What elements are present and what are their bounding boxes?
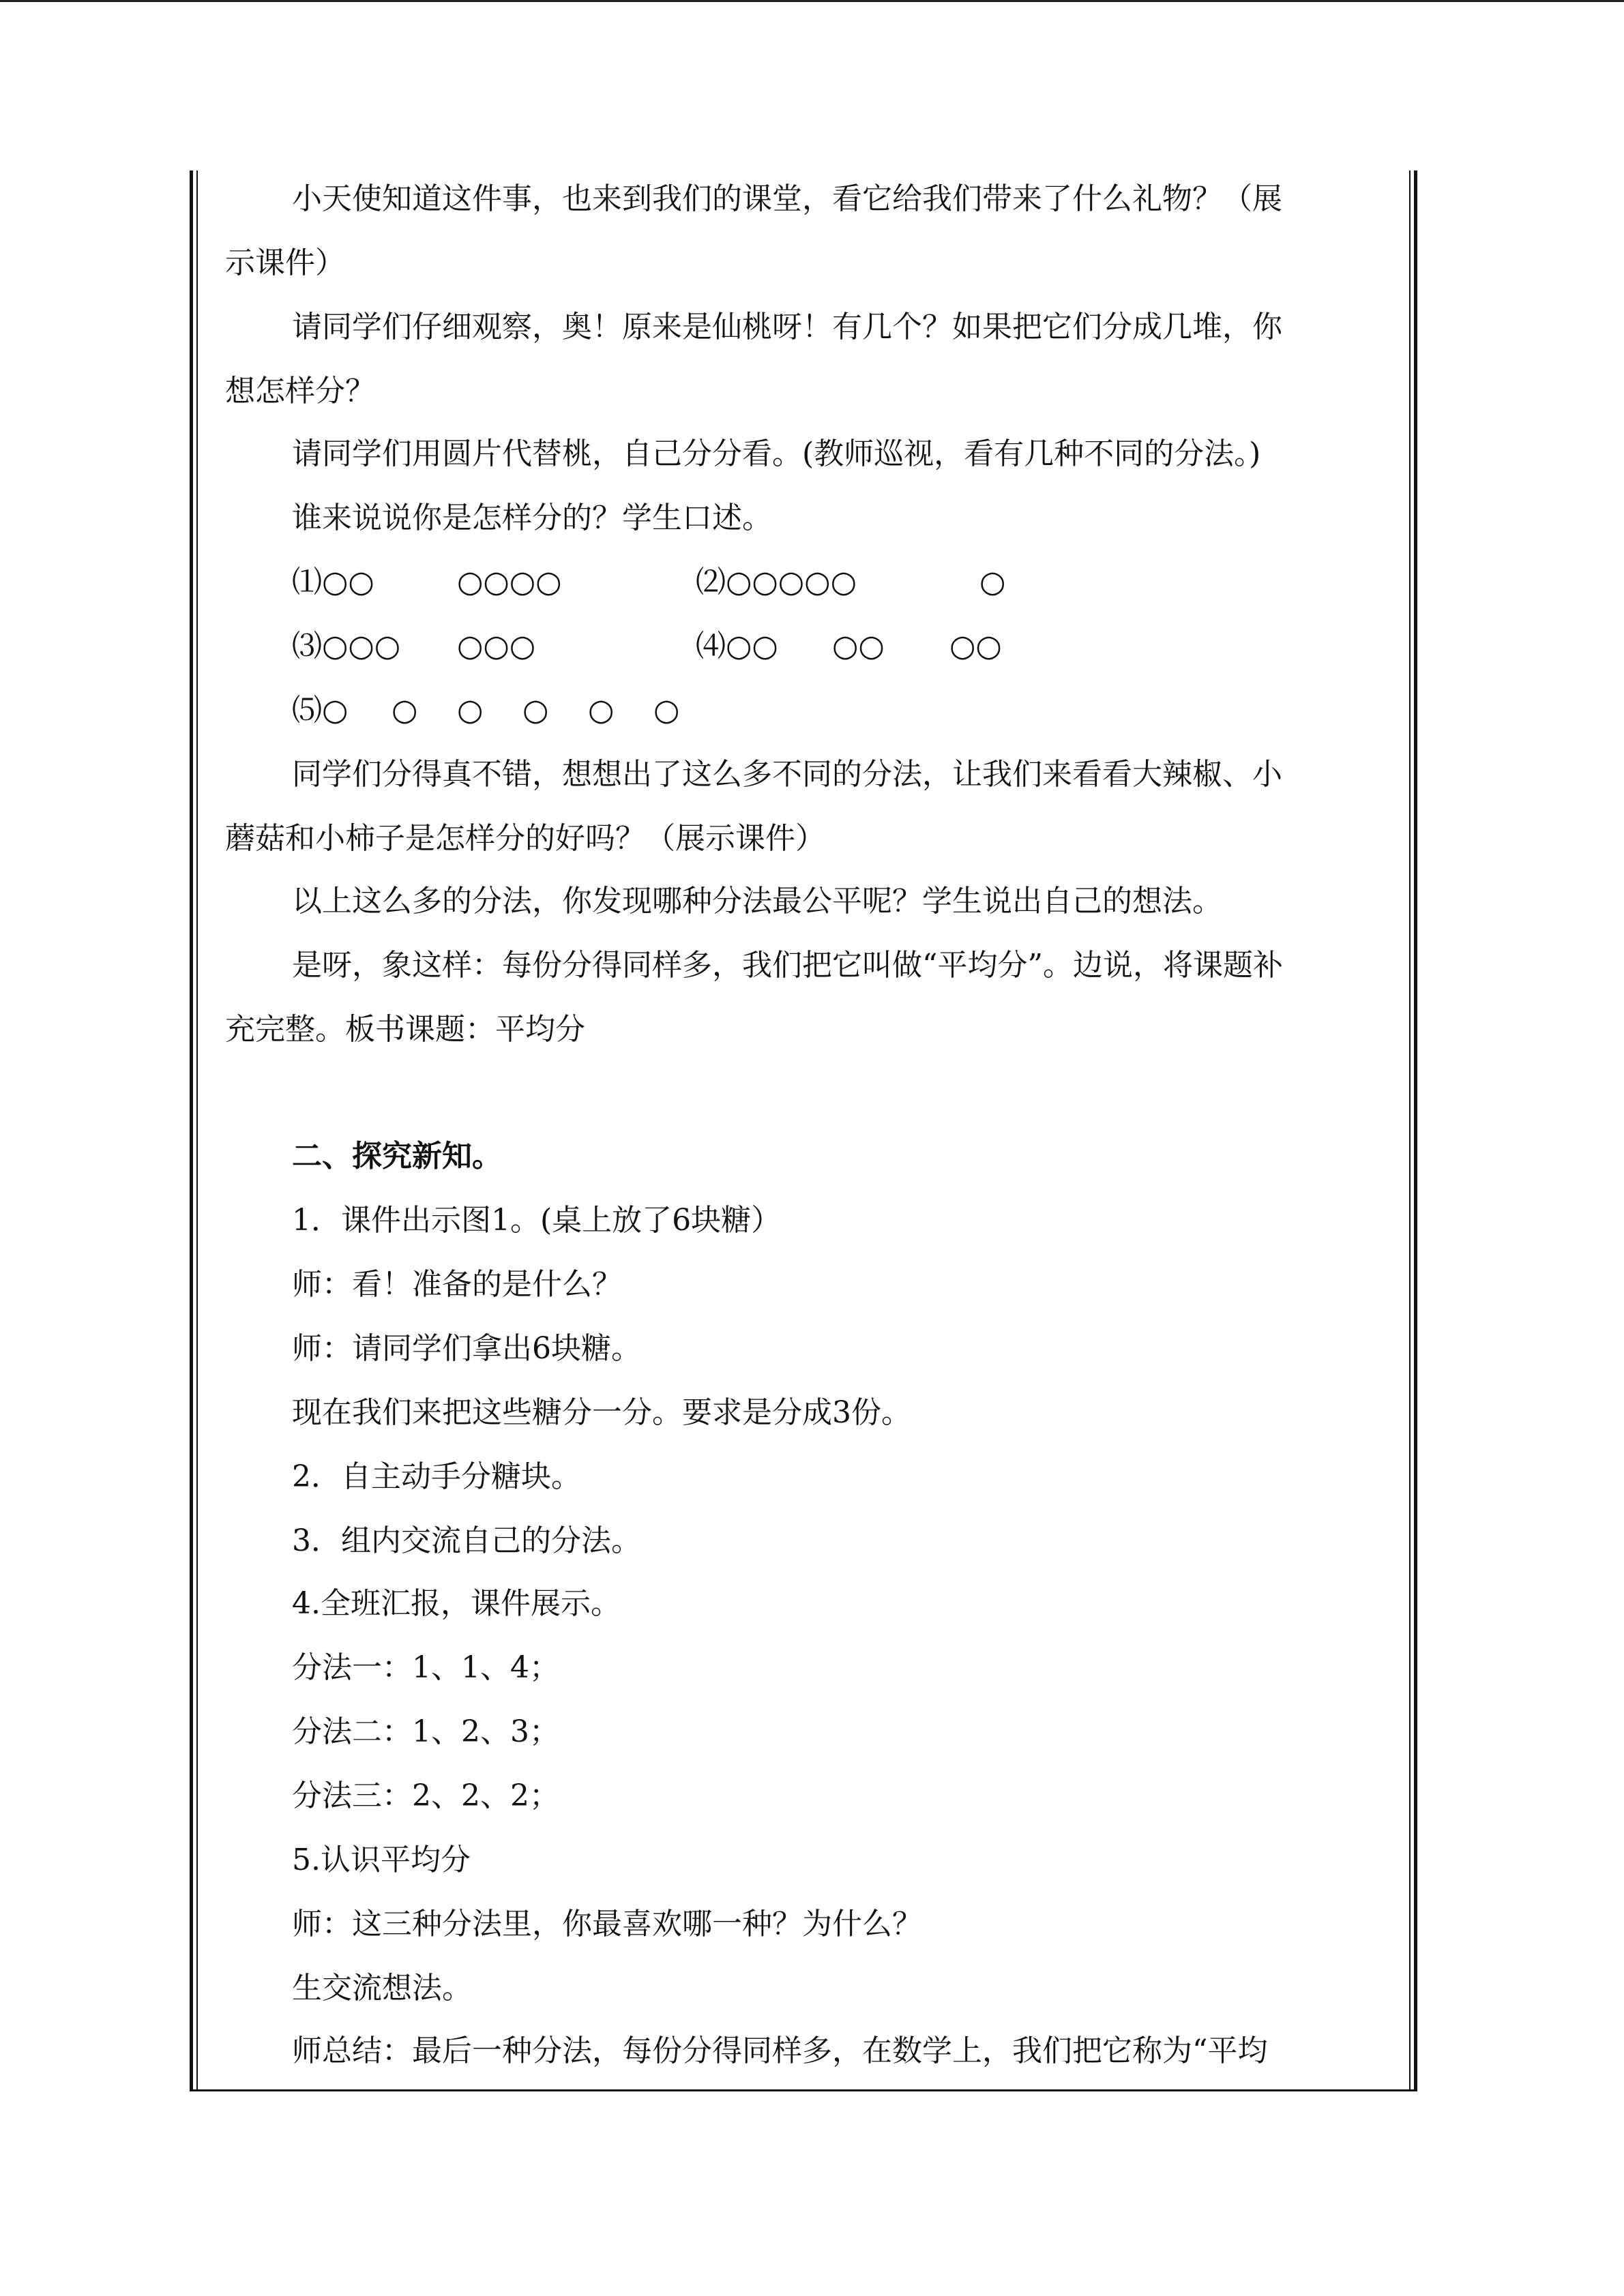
- paragraph-who-says: 谁来说说你是怎样分的？学生口述。: [292, 501, 772, 535]
- division-5-e: ○: [588, 693, 615, 728]
- step-1-courseware: 1．课件出示图1。(桌上放了6块糖）: [292, 1203, 782, 1238]
- paragraph-fairest: 以上这么多的分法，你发现哪种分法最公平呢？学生说出自己的想法。: [292, 884, 1222, 919]
- division-5-c: ○: [457, 693, 484, 728]
- teacher-summary: 师总结：最后一种分法，每份分得同样多，在数学上，我们把它称为“平均: [292, 2033, 1268, 2068]
- division-4-group-b: ○○: [832, 629, 885, 664]
- division-2-label: ⑵○○○○○: [696, 565, 857, 599]
- step-4-class-report: 4.全班汇报，课件展示。: [292, 1586, 621, 1621]
- teacher-question: 师：看！准备的是什么？: [292, 1267, 622, 1302]
- paragraph-peach-line2: 想怎样分？: [225, 374, 375, 408]
- students-share: 生交流想法。: [292, 1971, 472, 2006]
- division-1-group: ○○○○: [457, 565, 562, 599]
- frame-right-inner-line: [1409, 170, 1411, 2091]
- method-three: 分法三：2、2、2；: [292, 1778, 559, 1813]
- division-5-d: ○: [522, 693, 549, 728]
- step-2-hands-on: 2．自主动手分糖块。: [292, 1459, 581, 1494]
- paragraph-praise-line1: 同学们分得真不错，想想出了这么多不同的分法，让我们来看看大辣椒、小: [292, 757, 1282, 792]
- paragraph-discs: 请同学们用圆片代替桃，自己分分看。(教师巡视，看有几种不同的分法。): [292, 436, 1261, 471]
- division-4-group-c: ○○: [949, 629, 1002, 664]
- division-1-label: ⑴○○: [292, 565, 374, 599]
- paragraph-definition-line1: 是呀，象这样：每份分得同样多，我们把它叫做“平均分”。边说，将课题补: [292, 948, 1283, 983]
- paragraph-angel-line1: 小天使知道这件事，也来到我们的课堂，看它给我们带来了什么礼物？（展: [292, 181, 1282, 216]
- division-row-1: [292, 562, 1315, 603]
- page-top-rule: [0, 0, 1624, 2]
- frame-right-outer-line: [1414, 170, 1417, 2091]
- section-heading-explore: 二、探究新知。: [292, 1139, 502, 1174]
- division-row-3: [292, 690, 1315, 731]
- paragraph-angel-line2: 示课件）: [225, 245, 345, 280]
- paragraph-definition-line2: 充完整。板书课题：平均分: [225, 1012, 585, 1047]
- step-5-learn-average: 5.认识平均分: [292, 1843, 471, 1877]
- division-5-b: ○: [392, 693, 418, 728]
- frame-left-outer-line: [190, 170, 193, 2091]
- method-one: 分法一：1、1、4；: [292, 1650, 559, 1685]
- division-2-group: ○: [979, 565, 1006, 599]
- paragraph-peach-line1: 请同学们仔细观察，奥！原来是仙桃呀！有几个？如果把它们分成几堆，你: [292, 310, 1282, 344]
- division-4-label: ⑷○○: [696, 629, 778, 664]
- method-two: 分法二：1、2、3；: [292, 1714, 559, 1749]
- paragraph-praise-line2: 蘑菇和小柿子是怎样分的好吗？（展示课件）: [225, 821, 825, 856]
- step-3-group-share: 3．组内交流自己的分法。: [292, 1523, 641, 1558]
- division-5-label: ⑸○: [292, 693, 349, 728]
- division-row-2: [292, 626, 1315, 667]
- teacher-which-method: 师：这三种分法里，你最喜欢哪一种？为什么？: [292, 1907, 922, 1941]
- division-3-group: ○○○: [457, 629, 536, 664]
- division-3-label: ⑶○○○: [292, 629, 401, 664]
- division-5-f: ○: [653, 693, 680, 728]
- teacher-instruction: 师：请同学们拿出6块糖。: [292, 1331, 641, 1366]
- task-requirement: 现在我们来把这些糖分一分。要求是分成3份。: [292, 1395, 911, 1430]
- frame-left-inner-line: [196, 170, 198, 2091]
